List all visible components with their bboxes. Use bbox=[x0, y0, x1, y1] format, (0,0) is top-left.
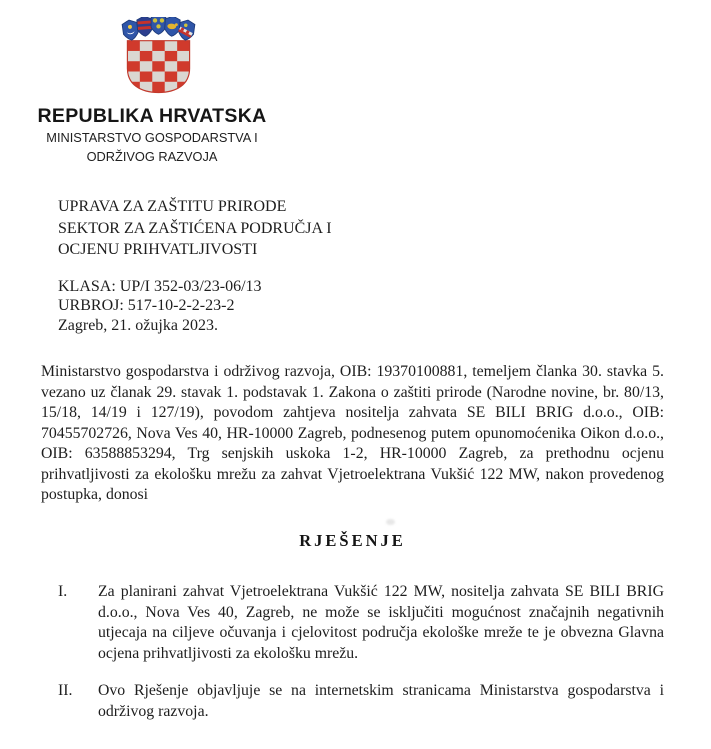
country-title: REPUBLIKA HRVATSKA bbox=[37, 105, 267, 127]
department-line-3: OCJENU PRIHVATLJIVOSTI bbox=[58, 241, 258, 258]
intro-paragraph: Ministarstvo gospodarstva i održivog razvoja, OIB: 19370100881, temeljem članka 30. stavka 5. vezano uz članak 29. stavak 1. podstavak 1. Zakona o zaštiti prirode (Narodne novine, br. 80/13, 15/18, 14/19 i 127/19), povodom zahtjeva nositelja zahvata SE BILI BRIG d.o.o., OIB: 70455702726, Nova Ves 40, HR-10000 Zagreb, podnesenog putem opunomoćenika Oikon d.o.o., OIB: 63588853294, Trg senjskih uskoka 1-2, HR-10000 Zagreb, za prethodnu ocjenu prihvatljivosti za ekološku mrežu za zahvat Vjetroelektrana Vukšić 122 MW, nakon provedenog postupka, donosi bbox=[41, 363, 664, 503]
coa-shield bbox=[127, 41, 189, 93]
decision-items bbox=[58, 582, 664, 739]
department-line-2: SEKTOR ZA ZAŠTIĆENA PODRUČJA I bbox=[58, 219, 332, 237]
urbroj-number: URBROJ: 517-10-2-2-23-2 bbox=[58, 297, 235, 315]
decision-title: RJEŠENJE bbox=[299, 531, 406, 550]
letterhead bbox=[2, 17, 302, 165]
scan-artifact bbox=[386, 519, 395, 525]
place-and-date: Zagreb, 21. ožujka 2023. bbox=[58, 316, 218, 334]
issuing-department bbox=[58, 196, 332, 261]
ministry-name-line2: ODRŽIVOG RAZVOJA bbox=[86, 149, 218, 164]
decision-item-1 bbox=[58, 582, 664, 664]
department-line-1: UPRAVA ZA ZAŠTITU PRIRODE bbox=[58, 198, 287, 215]
item-1-number: I. bbox=[58, 583, 68, 600]
item-2-text: Ovo Rješenje objavljuje se na internetskim stranicama Ministarstva gospodarstva i održivog razvoja. bbox=[98, 682, 664, 720]
item-2-number: II. bbox=[58, 682, 73, 699]
klasa-number: KLASA: UP/I 352-03/23-06/13 bbox=[58, 278, 262, 295]
coa-crown bbox=[121, 17, 195, 41]
croatian-coat-of-arms-icon bbox=[119, 17, 198, 94]
case-reference bbox=[58, 277, 262, 335]
ministry-name-line1: MINISTARSTVO GOSPODARSTVA I bbox=[46, 130, 258, 145]
decision-item-2 bbox=[58, 681, 664, 722]
item-1-text: Za planirani zahvat Vjetroelektrana Vukšić 122 MW, nositelja zahvata SE BILI BRIG d.o.o., Nova Ves 40, Zagreb, ne može se isključiti mogućnost značajnih negativnih utjecaja na ciljeve očuvanja i cjelovitost područja ekološke mreže te je obvezna Glavna ocjena prihvatljivosti za ekološku mrežu. bbox=[98, 583, 664, 662]
